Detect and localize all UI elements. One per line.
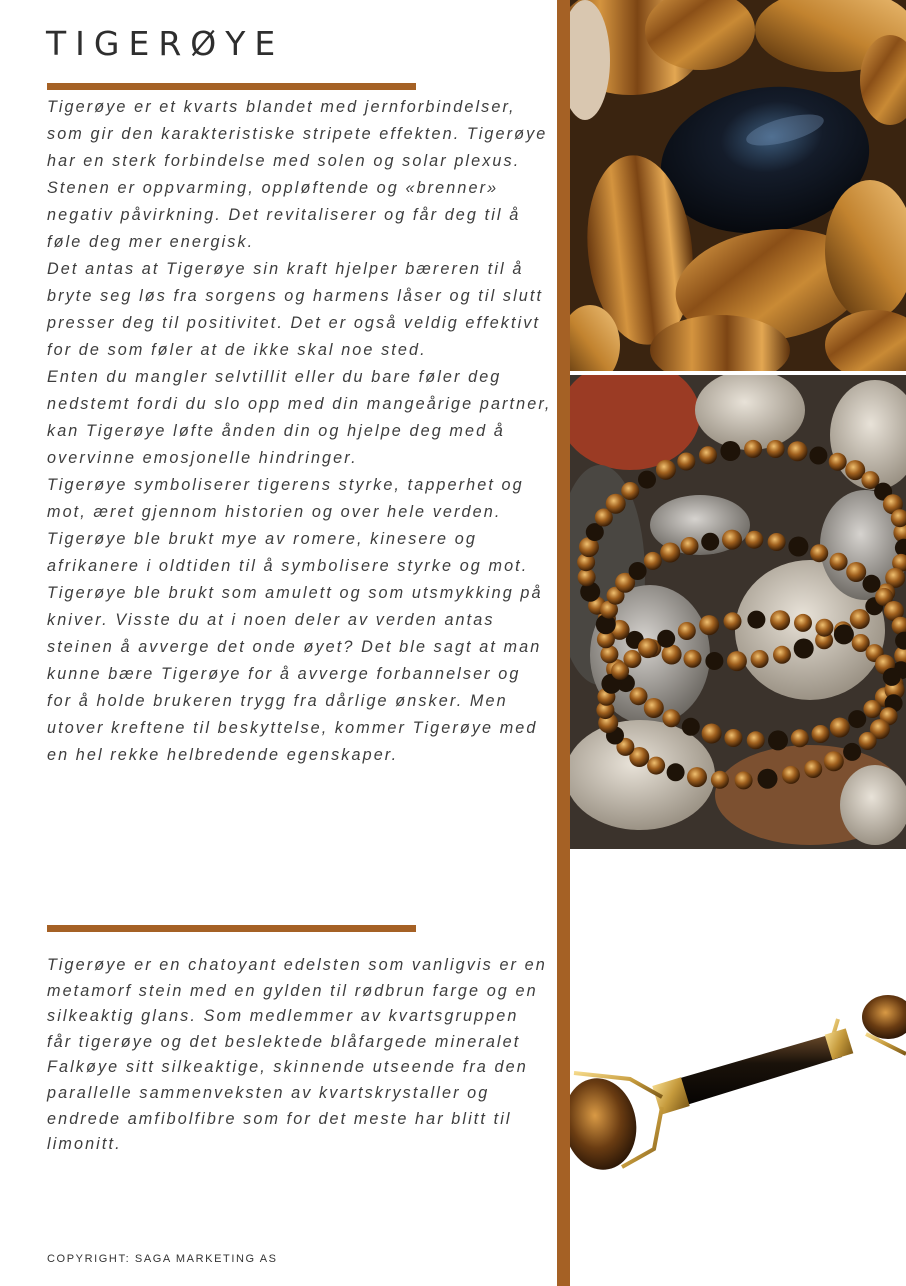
bead xyxy=(745,531,763,549)
bead xyxy=(768,533,786,551)
bead xyxy=(702,724,722,744)
tiger-eye-bracelets-photo xyxy=(570,375,906,849)
bead xyxy=(662,709,680,727)
bead xyxy=(656,460,676,480)
bead xyxy=(846,562,866,582)
bead xyxy=(638,638,658,658)
description-text xyxy=(47,953,547,1158)
bead xyxy=(684,650,702,668)
bead xyxy=(629,562,647,580)
bead xyxy=(794,639,814,659)
bead xyxy=(638,471,656,489)
bead xyxy=(863,700,881,718)
bead xyxy=(644,698,664,718)
bead xyxy=(727,651,747,671)
bead xyxy=(630,687,648,705)
bead xyxy=(657,630,675,648)
bead xyxy=(681,537,699,555)
copyright-notice: COPYRIGHT: SAGA MARKETING AS xyxy=(47,1253,278,1265)
bead xyxy=(809,447,827,465)
description-paragraph: Tigerøye er en chatoyant edelsten som vanligvis er en metamorf stein med en gylden til rødbrun farge og en silkeaktig glans. Som medlemmer av kvartsgruppen får tigerøye og det beslektede blåfargede mineralet Falkøye sitt silkeaktige, skinnende utseende fra den parallelle sammenveksten av kvartskrystaller og endrede amfibolfibre som for det meste har blitt til limonitt. xyxy=(47,956,547,1154)
intro-text xyxy=(47,94,552,769)
bead xyxy=(724,729,742,747)
bead xyxy=(699,446,717,464)
intro-paragraph-3: Enten du mangler selvtillit eller du bare føler deg nedstemt fordi du slo opp med din mangeårige partner, kan Tigerøye løfte ånden din og hjelpe deg med å overvinne emosjonelle hindringer. xyxy=(47,368,552,467)
bead xyxy=(682,718,700,736)
bead xyxy=(623,650,641,668)
bead xyxy=(701,533,719,551)
bead xyxy=(824,751,844,771)
bead xyxy=(804,760,822,778)
bead xyxy=(758,769,778,789)
bead xyxy=(773,646,791,664)
bead xyxy=(720,441,740,461)
intro-paragraph-1: Tigerøye er et kvarts blandet med jernforbindelser, som gir den karakteristiske stripete effekten. Tigerøye har en sterk forbindelse med solen og solar plexus. Stenen er oppvarming, oppløftende og «brenner» negativ påvirkning. Det revitaliserer og får deg til å føle deg mer energisk. xyxy=(47,98,548,251)
bead xyxy=(843,743,861,761)
bead xyxy=(848,710,866,728)
bead xyxy=(606,494,626,514)
bead xyxy=(788,441,808,461)
top-divider xyxy=(47,83,416,90)
vertical-accent-bar xyxy=(557,0,570,1286)
bead xyxy=(699,615,719,635)
intro-paragraph-2: Det antas at Tigerøye sin kraft hjelper bæreren til å bryte seg løs fra sorgens og harmens låser og til slutt presser deg til positivitet. Det er også veldig effektivt for de som føler at de ikke skal noe sted. xyxy=(47,260,544,359)
bead xyxy=(812,725,830,743)
bead xyxy=(621,482,639,500)
bead xyxy=(810,544,828,562)
tiger-eye-roller-photo xyxy=(570,849,906,1286)
bead xyxy=(705,652,723,670)
bead xyxy=(829,453,847,471)
bead xyxy=(724,612,742,630)
bead xyxy=(747,731,765,749)
bead xyxy=(883,668,901,686)
page-title: TIGERØYE xyxy=(46,24,285,63)
bead xyxy=(834,624,854,644)
bead xyxy=(751,650,769,668)
middle-divider xyxy=(47,925,416,932)
bead xyxy=(791,729,809,747)
bead xyxy=(744,440,762,458)
bead xyxy=(770,610,790,630)
bead xyxy=(677,453,695,471)
bead xyxy=(830,553,848,571)
bead xyxy=(794,614,812,632)
bead xyxy=(678,622,696,640)
bead xyxy=(722,530,742,550)
bead xyxy=(647,757,665,775)
bead xyxy=(768,730,788,750)
bead xyxy=(735,771,753,789)
bead xyxy=(687,767,707,787)
bead xyxy=(815,619,833,637)
bead xyxy=(863,575,881,593)
bead xyxy=(667,763,685,781)
bead xyxy=(782,766,800,784)
bead xyxy=(747,611,765,629)
bead xyxy=(859,732,877,750)
bead xyxy=(644,552,662,570)
bead xyxy=(600,645,618,663)
bead xyxy=(788,537,808,557)
bead xyxy=(660,543,680,563)
bead xyxy=(830,718,850,738)
bead xyxy=(767,440,785,458)
bead xyxy=(711,771,729,789)
intro-paragraph-4: Tigerøye symboliserer tigerens styrke, tapperhet og mot, æret gjennom historien og over hele verden. Tigerøye ble brukt mye av romere, kinesere og afrikanere i oldtiden til å symbolisere styrke og mot. Tigerøye ble brukt som amulett og som utsmykking på kniver. Visste du at i noen deler av verden antas steinen å avverge det onde øyet? Det ble sagt at man kunne bære Tigerøye for å avverge forbannelser og for å holde brukeren trygg fra dårlige ønsker. Men utover kreftene til beskyttelse, kommer Tigerøye med en hel rekke helbredende egenskaper. xyxy=(47,476,543,764)
bead xyxy=(850,609,870,629)
tiger-eye-stones-photo xyxy=(570,0,906,371)
